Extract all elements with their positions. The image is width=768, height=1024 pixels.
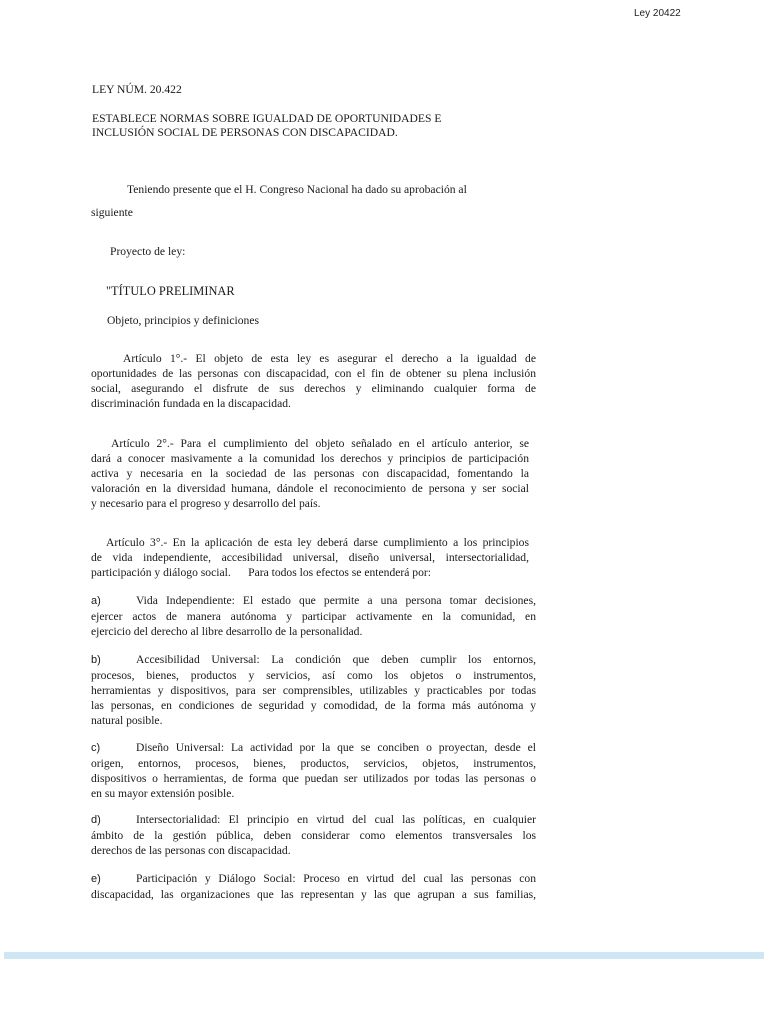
- page-divider-bar: [4, 952, 764, 959]
- item-line: Intersectorialidad: El principio en virtud del cual las políticas, en cualquier: [136, 813, 536, 826]
- article-line: activa y necesaria en la sociedad de las personas con discapacidad, fomentando la: [91, 467, 529, 480]
- item-line: Participación y Diálogo Social: Proceso en virtud del cual las personas con: [136, 872, 536, 885]
- definition-item-b: [91, 652, 536, 728]
- item-line: discapacidad, las organizaciones que las representan y las que agrupan a sus familias,: [91, 888, 536, 901]
- item-line: ámbito de la gestión pública, deben considerar como elementos transversales los: [91, 829, 536, 842]
- definition-item-c: [91, 740, 536, 801]
- running-header: Ley 20422: [634, 8, 681, 19]
- article-line: social, asegurando el disfrute de sus derechos y eliminando cualquier forma de: [91, 382, 536, 395]
- item-line: derechos de las personas con discapacidad.: [91, 844, 291, 857]
- item-line: ejercicio del derecho al libre desarrollo de la personalidad.: [91, 625, 363, 638]
- item-line: ejercer actos de manera autónoma y participar activamente en la comunidad, en: [91, 610, 536, 623]
- article-1: [91, 351, 536, 411]
- article-line: Artículo 1°.- El objeto de esta ley es asegurar el derecho a la igualdad de: [123, 352, 536, 365]
- section-heading: "TÍTULO PRELIMINAR: [106, 284, 235, 298]
- item-line: herramientas y dispositivos, para ser comprensibles, utilizables y practicables por todas: [91, 684, 536, 697]
- item-label: d): [91, 814, 101, 826]
- proyecto-label: Proyecto de ley:: [110, 245, 186, 258]
- article-line: Artículo 3°.- En la aplicación de esta ley deberá darse cumplimiento a los principios: [106, 536, 529, 549]
- item-line: procesos, bienes, productos y servicios, así como los objetos o instrumentos,: [91, 669, 536, 682]
- item-label: c): [91, 742, 101, 754]
- item-line: en su mayor extensión posible.: [91, 787, 235, 800]
- definition-item-d: [91, 812, 536, 858]
- law-title-line: INCLUSIÓN SOCIAL DE PERSONAS CON DISCAPACIDAD.: [92, 126, 398, 139]
- item-label: b): [91, 654, 101, 666]
- item-line: natural posible.: [91, 714, 163, 727]
- article-2: [91, 436, 529, 511]
- item-label: e): [91, 873, 101, 885]
- item-line: Accesibilidad Universal: La condición que deben cumplir los entornos,: [136, 653, 536, 666]
- article-line: participación y diálogo social. Para todos los efectos se entenderá por:: [91, 566, 431, 579]
- item-line: dispositivos o herramientas, de forma que puedan ser utilizados por todas las personas o: [91, 772, 536, 785]
- item-label: a): [91, 595, 101, 607]
- article-line: y necesario para el progreso y desarrollo del país.: [91, 497, 321, 510]
- article-line: Artículo 2°.- Para el cumplimiento del objeto señalado en el artículo anterior, se: [111, 437, 529, 450]
- article-line: de vida independiente, accesibilidad universal, diseño universal, intersectorialidad,: [91, 551, 529, 564]
- subsection-heading: Objeto, principios y definiciones: [107, 314, 259, 327]
- item-line: las personas, en condiciones de seguridad y comodidad, de la forma más autónoma y: [91, 699, 536, 712]
- item-line: Diseño Universal: La actividad por la que se conciben o proyectan, desde el: [136, 741, 536, 754]
- preamble-line: Teniendo presente que el H. Congreso Nacional ha dado su aprobación al: [127, 183, 467, 196]
- definition-item-a: [91, 593, 536, 639]
- article-3: [91, 535, 529, 580]
- item-line: origen, entornos, procesos, bienes, productos, servicios, objetos, instrumentos,: [91, 757, 536, 770]
- definition-item-e: [91, 871, 536, 902]
- item-line: Vida Independiente: El estado que permite a una persona tomar decisiones,: [136, 594, 536, 607]
- article-line: oportunidades de las personas con discapacidad, con el fin de obtener su plena inclusión: [91, 367, 536, 380]
- preamble-line: siguiente: [91, 206, 133, 219]
- law-title-line: ESTABLECE NORMAS SOBRE IGUALDAD DE OPORTUNIDADES E: [92, 112, 442, 125]
- article-line: valoración en la diversidad humana, dándole el reconocimiento de persona y ser social: [91, 482, 529, 495]
- law-number: LEY NÚM. 20.422: [92, 83, 182, 96]
- article-line: discriminación fundada en la discapacidad.: [91, 397, 291, 410]
- article-line: dará a conocer masivamente a la comunidad los derechos y principios de participación: [91, 452, 529, 465]
